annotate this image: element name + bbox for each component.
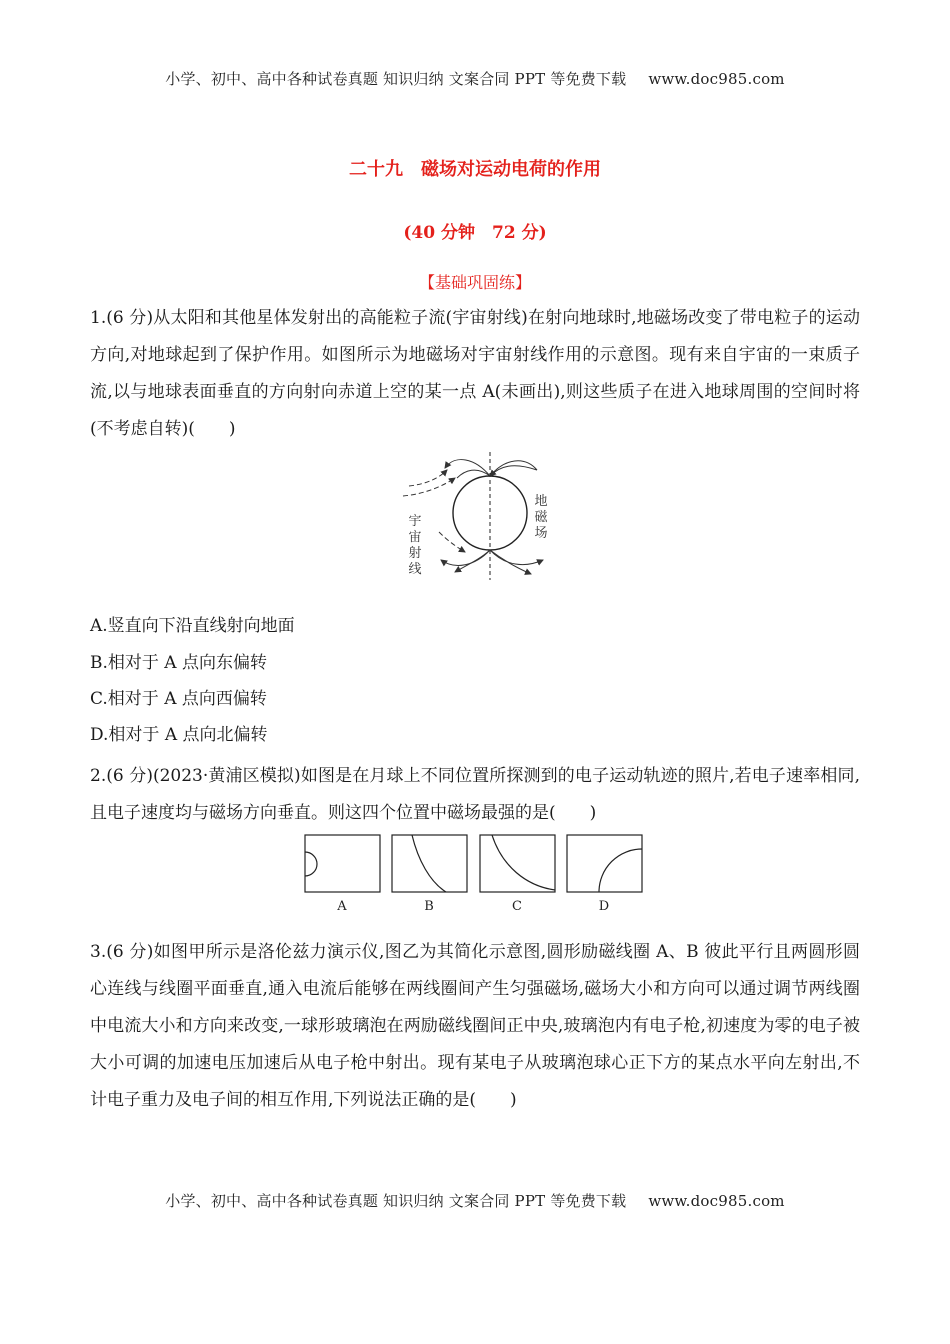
cosmic-ray-label: 宇宙射线 bbox=[408, 514, 422, 577]
question-2-stem: 2.(6 分)(2023·黄浦区模拟)如图是在月球上不同位置所探测到的电子运动轨迹的照片,若电子速率相同,且电子速度均与磁场方向垂直。则这四个位置中磁场最强的是( ) bbox=[90, 766, 860, 823]
question-3-stem: 3.(6 分)如图甲所示是洛伦兹力演示仪,图乙为其简化示意图,圆形励磁线圈 A、B 彼此平行且两圆形圆心连线与线圈平面垂直,通入电流后能够在两线圈间产生匀强磁场,磁场大小和方向可以通过调节两线圈中电流大小和方向来改变,一球形玻璃泡在两励磁线圈间正中央,玻璃泡内有电子枪,初速度为零的电子被大小可调的加速电压加速后从电子枪中射出。现有某电子从玻璃泡球心正下方的某点水平向左射出,不计电子重力及电子间的相互作用,下列说法正确的是( ) bbox=[90, 942, 860, 1110]
panel-a bbox=[305, 835, 380, 892]
footer-url[interactable]: www.doc985.com bbox=[648, 1192, 785, 1210]
page-subtitle: (40 分钟 72 分) bbox=[403, 223, 547, 243]
header-text: 小学、初中、高中各种试卷真题 知识归纳 文案合同 PPT 等免费下载 bbox=[165, 70, 627, 88]
page-title: 二十九 磁场对运动电荷的作用 bbox=[349, 159, 601, 180]
section-heading: 【基础巩固练】 bbox=[418, 273, 531, 292]
header-url[interactable]: www.doc985.com bbox=[648, 70, 785, 88]
question-1-stem: 1.(6 分)从太阳和其他星体发射出的高能粒子流(宇宙射线)在射向地球时,地磁场改变了带电粒子的运动方向,对地球起到了保护作用。如图所示为地磁场对宇宙射线作用的示意图。现有来自宇宙的一束质子流,以与地球表面垂直的方向射向赤道上空的某一点 A(未画出),则这些质子在进入地球周围的空间时将(不考虑自转)( ) bbox=[90, 308, 860, 439]
panel-c-label: C bbox=[512, 899, 522, 914]
panel-d bbox=[567, 835, 642, 892]
q1-option-c: C.相对于 A 点向西偏转 bbox=[90, 689, 267, 709]
q1-option-b: B.相对于 A 点向东偏转 bbox=[90, 653, 267, 673]
panel-d-label: D bbox=[598, 899, 610, 914]
geomagnetic-field-label: 地磁场 bbox=[534, 494, 548, 541]
panel-c bbox=[480, 835, 555, 892]
electron-track-panels bbox=[300, 830, 650, 920]
q1-option-a: A.竖直向下沿直线射向地面 bbox=[90, 616, 295, 636]
q1-option-d: D.相对于 A 点向北偏转 bbox=[90, 725, 268, 745]
panel-b-label: B bbox=[424, 899, 434, 914]
panel-b bbox=[392, 835, 467, 892]
panel-a-label: A bbox=[337, 899, 347, 914]
footer-text: 小学、初中、高中各种试卷真题 知识归纳 文案合同 PPT 等免费下载 bbox=[165, 1192, 627, 1210]
page-footer bbox=[0, 1190, 950, 1211]
page-header bbox=[0, 68, 950, 89]
